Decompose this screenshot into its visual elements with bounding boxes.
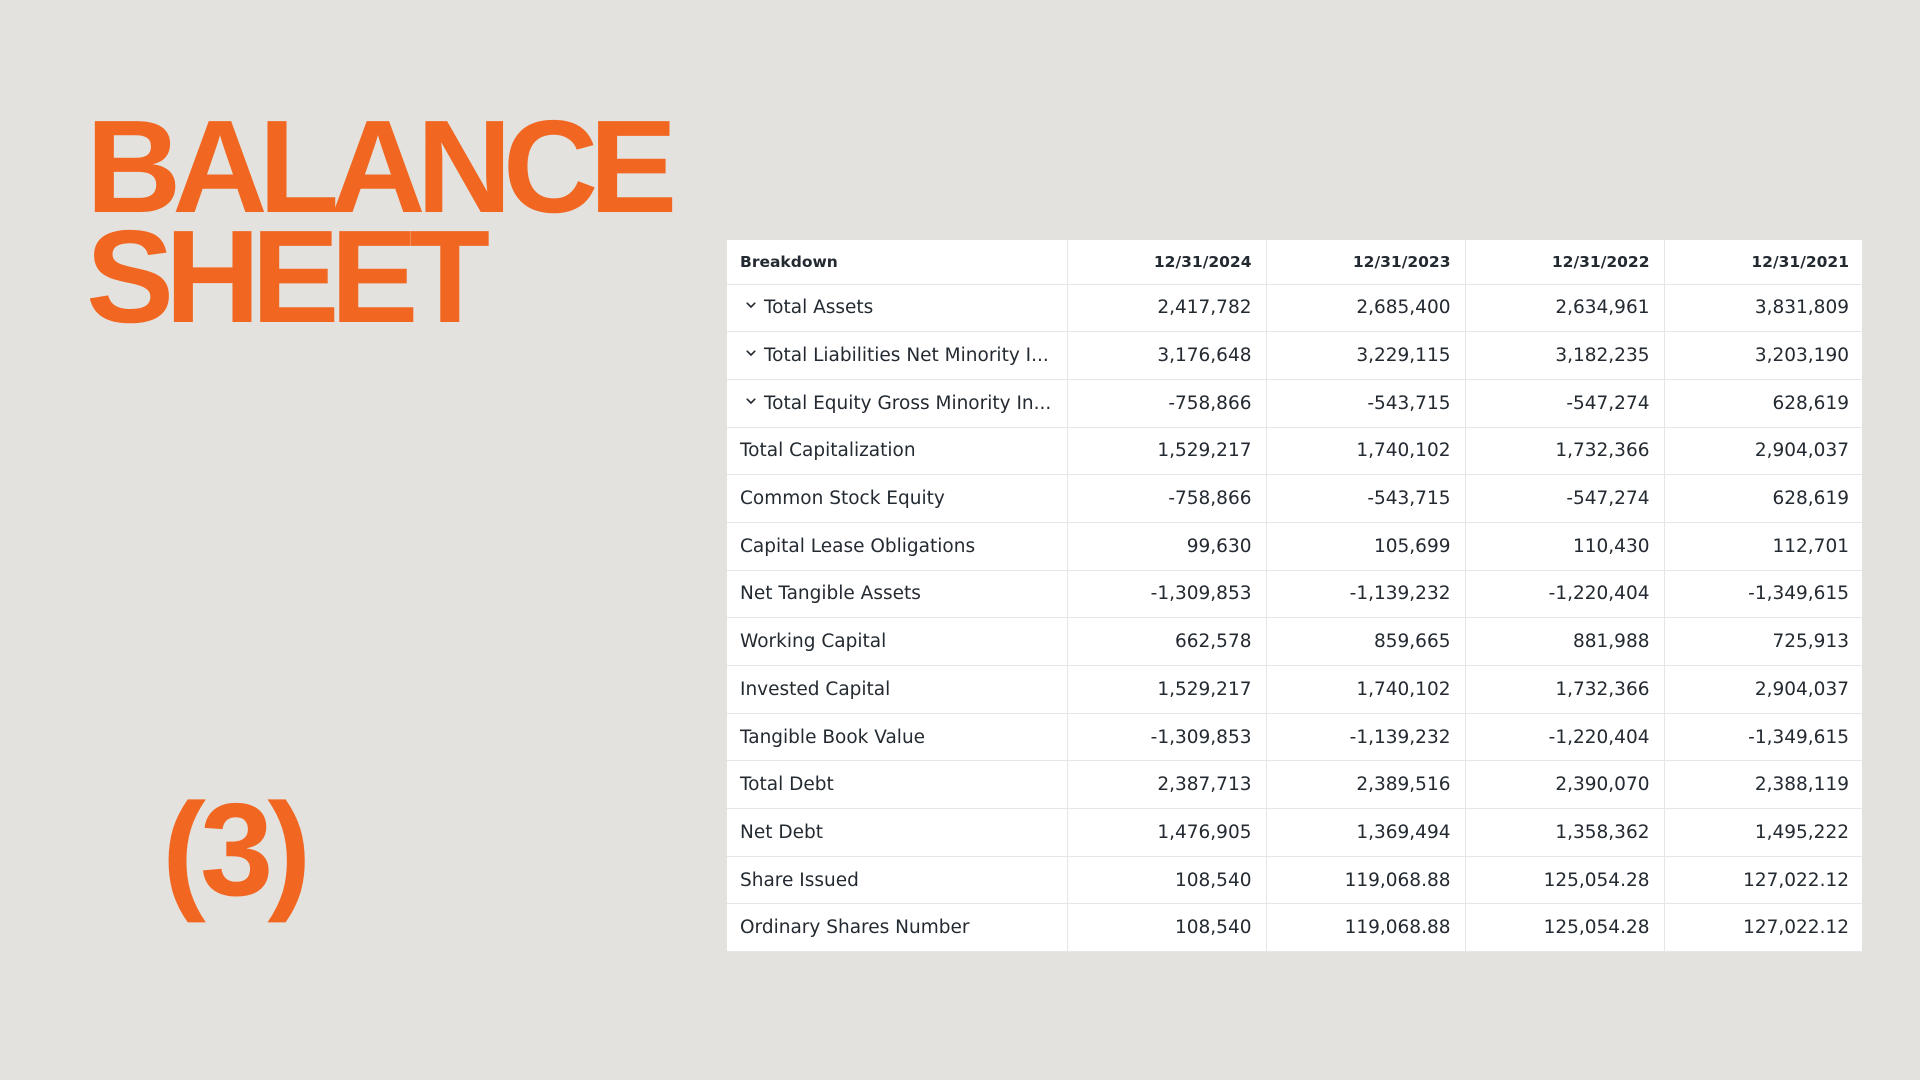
row-label: Total Liabilities Net Minority I... [764, 345, 1049, 367]
row-label-cell[interactable] [727, 284, 1067, 332]
value-cell: 108,540 [1067, 904, 1266, 952]
table-row [727, 427, 1863, 475]
value-cell: 119,068.88 [1266, 856, 1465, 904]
row-label: Total Debt [740, 774, 834, 796]
value-cell: 127,022.12 [1664, 904, 1863, 952]
table-row [727, 666, 1863, 714]
value-cell: 1,495,222 [1664, 809, 1863, 857]
value-cell: 1,476,905 [1067, 809, 1266, 857]
value-cell: 2,390,070 [1465, 761, 1664, 809]
value-cell: -1,139,232 [1266, 570, 1465, 618]
value-cell: 112,701 [1664, 522, 1863, 570]
balance-sheet-table-container [727, 240, 1862, 952]
row-label-cell [727, 666, 1067, 714]
row-label: Invested Capital [740, 678, 891, 700]
table-row[interactable] [727, 332, 1863, 380]
value-cell: -547,274 [1465, 475, 1664, 523]
table-row[interactable] [727, 284, 1863, 332]
table-row [727, 904, 1863, 952]
header-date-2023: 12/31/2023 [1266, 240, 1465, 284]
value-cell: 2,685,400 [1266, 284, 1465, 332]
title-line-1: BALANCE [86, 93, 669, 240]
value-cell: 108,540 [1067, 856, 1266, 904]
row-label-cell [727, 713, 1067, 761]
table-row [727, 809, 1863, 857]
row-label: Tangible Book Value [740, 726, 926, 748]
value-cell: 662,578 [1067, 618, 1266, 666]
value-cell: 127,022.12 [1664, 856, 1863, 904]
row-label: Working Capital [740, 631, 887, 653]
value-cell: 725,913 [1664, 618, 1863, 666]
row-label-cell [727, 475, 1067, 523]
table-row [727, 713, 1863, 761]
value-cell: 125,054.28 [1465, 904, 1664, 952]
value-cell: -1,349,615 [1664, 713, 1863, 761]
row-label: Net Tangible Assets [740, 583, 921, 605]
value-cell: 119,068.88 [1266, 904, 1465, 952]
value-cell: 1,740,102 [1266, 666, 1465, 714]
row-label: Common Stock Equity [740, 488, 945, 510]
value-cell: 105,699 [1266, 522, 1465, 570]
value-cell: 1,732,366 [1465, 666, 1664, 714]
value-cell: 1,740,102 [1266, 427, 1465, 475]
row-label-cell [727, 761, 1067, 809]
title-line-2: SHEET [86, 203, 482, 350]
value-cell: -547,274 [1465, 379, 1664, 427]
row-label-cell[interactable] [727, 332, 1067, 380]
row-label: Total Equity Gross Minority In... [764, 392, 1052, 414]
header-breakdown: Breakdown [727, 240, 1067, 284]
value-cell: 3,203,190 [1664, 332, 1863, 380]
value-cell: 2,387,713 [1067, 761, 1266, 809]
value-cell: 1,358,362 [1465, 809, 1664, 857]
row-label-cell [727, 856, 1067, 904]
value-cell: -543,715 [1266, 475, 1465, 523]
value-cell: 1,732,366 [1465, 427, 1664, 475]
row-label-cell [727, 618, 1067, 666]
value-cell: -1,349,615 [1664, 570, 1863, 618]
value-cell: 1,529,217 [1067, 427, 1266, 475]
header-date-2022: 12/31/2022 [1465, 240, 1664, 284]
value-cell: 2,904,037 [1664, 666, 1863, 714]
value-cell: 3,176,648 [1067, 332, 1266, 380]
row-label: Ordinary Shares Number [740, 917, 970, 939]
row-label-cell [727, 522, 1067, 570]
value-cell: 3,831,809 [1664, 284, 1863, 332]
table-body [727, 284, 1863, 952]
value-cell: 1,529,217 [1067, 666, 1266, 714]
value-cell: -758,866 [1067, 379, 1266, 427]
header-date-2024: 12/31/2024 [1067, 240, 1266, 284]
value-cell: 2,388,119 [1664, 761, 1863, 809]
row-label: Share Issued [740, 869, 859, 891]
value-cell: 2,904,037 [1664, 427, 1863, 475]
row-label-cell [727, 570, 1067, 618]
balance-sheet-table [727, 240, 1863, 952]
table-row [727, 522, 1863, 570]
table-row [727, 856, 1863, 904]
value-cell: 628,619 [1664, 379, 1863, 427]
value-cell: -1,220,404 [1465, 713, 1664, 761]
chevron-down-icon[interactable] [746, 396, 756, 406]
value-cell: -1,309,853 [1067, 713, 1266, 761]
value-cell: -543,715 [1266, 379, 1465, 427]
row-label-cell [727, 904, 1067, 952]
header-date-2021: 12/31/2021 [1664, 240, 1863, 284]
value-cell: 1,369,494 [1266, 809, 1465, 857]
value-cell: 110,430 [1465, 522, 1664, 570]
value-cell: -758,866 [1067, 475, 1266, 523]
table-row[interactable] [727, 379, 1863, 427]
value-cell: 3,182,235 [1465, 332, 1664, 380]
value-cell: 2,417,782 [1067, 284, 1266, 332]
value-cell: 99,630 [1067, 522, 1266, 570]
value-cell: -1,309,853 [1067, 570, 1266, 618]
table-row [727, 570, 1863, 618]
table-row [727, 475, 1863, 523]
value-cell: 859,665 [1266, 618, 1465, 666]
value-cell: 628,619 [1664, 475, 1863, 523]
value-cell: -1,139,232 [1266, 713, 1465, 761]
value-cell: 2,634,961 [1465, 284, 1664, 332]
page-title [86, 93, 669, 350]
value-cell: 2,389,516 [1266, 761, 1465, 809]
table-row [727, 618, 1863, 666]
value-cell: 3,229,115 [1266, 332, 1465, 380]
section-number: (3) [162, 776, 306, 923]
value-cell: 881,988 [1465, 618, 1664, 666]
row-label: Total Capitalization [740, 440, 916, 462]
table-header [727, 240, 1863, 284]
row-label-cell[interactable] [727, 379, 1067, 427]
row-label: Net Debt [740, 821, 823, 843]
row-label: Capital Lease Obligations [740, 535, 976, 557]
value-cell: -1,220,404 [1465, 570, 1664, 618]
table-row [727, 761, 1863, 809]
row-label-cell [727, 427, 1067, 475]
chevron-down-icon[interactable] [746, 300, 756, 310]
value-cell: 125,054.28 [1465, 856, 1664, 904]
header-row [727, 240, 1863, 284]
chevron-down-icon[interactable] [746, 348, 756, 358]
row-label: Total Assets [764, 297, 874, 319]
row-label-cell [727, 809, 1067, 857]
